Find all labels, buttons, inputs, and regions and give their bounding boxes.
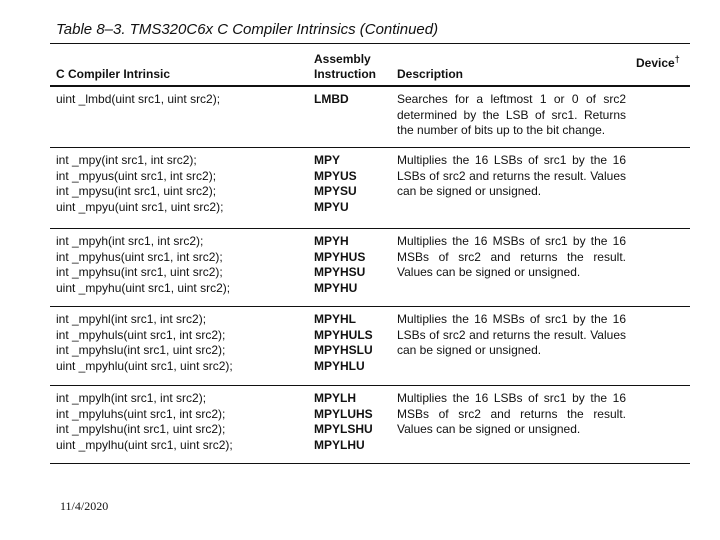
instruction-cell: [314, 391, 396, 453]
intrinsic-signature: int _mpylh(int src1, int src2);: [56, 391, 207, 405]
instruction-mnemonic: MPYHULS: [314, 327, 373, 342]
intrinsic-cell: [56, 92, 311, 108]
instruction-mnemonic: MPYLUHS: [314, 406, 373, 421]
intrinsic-signature: int _mpyluhs(uint src1, int src2);: [56, 406, 226, 421]
intrinsic-cell: [56, 312, 311, 374]
intrinsic-signature: uint _mpyu(uint src1, uint src2);: [56, 199, 224, 214]
instruction-mnemonic: MPYLSHU: [314, 422, 373, 437]
instruction-mnemonic: MPYLH: [314, 391, 356, 405]
instruction-mnemonic: MPYSU: [314, 184, 357, 199]
instruction-mnemonic: MPYHLU: [314, 358, 365, 373]
header-assembly-line1: Assembly: [314, 52, 371, 66]
intrinsic-signature: int _mpyhslu(int src1, uint src2);: [56, 343, 226, 358]
intrinsic-cell: [56, 153, 311, 215]
instruction-cell: [314, 153, 396, 215]
instruction-mnemonic: MPYHU: [314, 280, 358, 295]
intrinsic-signature: int _mpyhuls(uint src1, int src2);: [56, 327, 226, 342]
description-text: Multiplies the 16 MSBs of src1 by the 16 LSBs of src2 and returns the result. Values can be signed or unsigned.: [397, 312, 626, 358]
header-device-label: Device: [636, 56, 675, 70]
row-divider: [50, 147, 690, 148]
header-description: Description: [397, 67, 464, 81]
description-cell: [397, 312, 626, 359]
header-device: [636, 52, 680, 71]
intrinsic-signature: uint _mpylhu(uint src1, uint src2);: [56, 437, 233, 452]
intrinsic-signature: uint _lmbd(uint src1, uint src2);: [56, 92, 221, 106]
device-footnote-mark: †: [674, 54, 680, 64]
instruction-mnemonic: LMBD: [314, 92, 349, 106]
instruction-mnemonic: MPYUS: [314, 168, 357, 183]
instruction-cell: [314, 92, 396, 108]
intrinsic-signature: uint _mpyhu(uint src1, uint src2);: [56, 280, 231, 295]
row-divider: [50, 306, 690, 307]
description-text: Searches for a leftmost 1 or 0 of src2 determined by the LSB of src1. Returns the number of bits up to the bit change.: [397, 92, 626, 138]
header-assembly-line2: Instruction: [314, 67, 376, 81]
header-rule: [50, 85, 690, 87]
intrinsic-signature: int _mpyh(int src1, int src2);: [56, 234, 204, 248]
instruction-mnemonic: MPYHL: [314, 312, 356, 326]
title-rule: [50, 43, 690, 44]
header-intrinsic: C Compiler Intrinsic: [56, 67, 171, 81]
table-title: Table 8–3. TMS320C6x C Compiler Intrinsics (Continued): [56, 21, 439, 38]
intrinsic-cell: [56, 391, 311, 453]
instruction-mnemonic: MPYU: [314, 199, 349, 214]
description-text: Multiplies the 16 MSBs of src1 by the 16 MSBs of src2 and returns the result. Values can be signed or unsigned.: [397, 234, 626, 280]
intrinsic-signature: int _mpyhsu(int src1, uint src2);: [56, 265, 223, 280]
intrinsic-signature: int _mpyhus(uint src1, int src2);: [56, 249, 223, 264]
intrinsic-signature: int _mpysu(int src1, uint src2);: [56, 184, 217, 199]
instruction-mnemonic: MPYHUS: [314, 249, 366, 264]
description-cell: [397, 153, 626, 200]
description-cell: [397, 391, 626, 438]
intrinsic-signature: uint _mpyhlu(uint src1, uint src2);: [56, 358, 233, 373]
intrinsic-signature: int _mpy(int src1, int src2);: [56, 153, 197, 167]
table-bottom-rule: [50, 463, 690, 464]
instruction-mnemonic: MPYH: [314, 234, 349, 248]
description-cell: [397, 92, 626, 139]
instruction-cell: [314, 312, 396, 374]
row-divider: [50, 228, 690, 229]
description-cell: [397, 234, 626, 281]
instruction-mnemonic: MPYLHU: [314, 437, 365, 452]
footer-date: 11/4/2020: [60, 499, 109, 513]
intrinsic-signature: int _mpyhl(int src1, int src2);: [56, 312, 207, 326]
description-text: Multiplies the 16 LSBs of src1 by the 16 MSBs of src2 and returns the result. Values can be signed or unsigned.: [397, 391, 626, 437]
instruction-mnemonic: MPYHSU: [314, 265, 366, 280]
intrinsic-signature: int _mpyus(uint src1, int src2);: [56, 168, 217, 183]
intrinsic-cell: [56, 234, 311, 296]
instruction-mnemonic: MPYHSLU: [314, 343, 373, 358]
description-text: Multiplies the 16 LSBs of src1 by the 16 LSBs of src2 and returns the result. Values can be signed or unsigned.: [397, 153, 626, 199]
row-divider: [50, 385, 690, 386]
instruction-cell: [314, 234, 396, 296]
header-assembly: [314, 52, 376, 82]
instruction-mnemonic: MPY: [314, 153, 341, 167]
intrinsic-signature: int _mpylshu(int src1, uint src2);: [56, 422, 226, 437]
